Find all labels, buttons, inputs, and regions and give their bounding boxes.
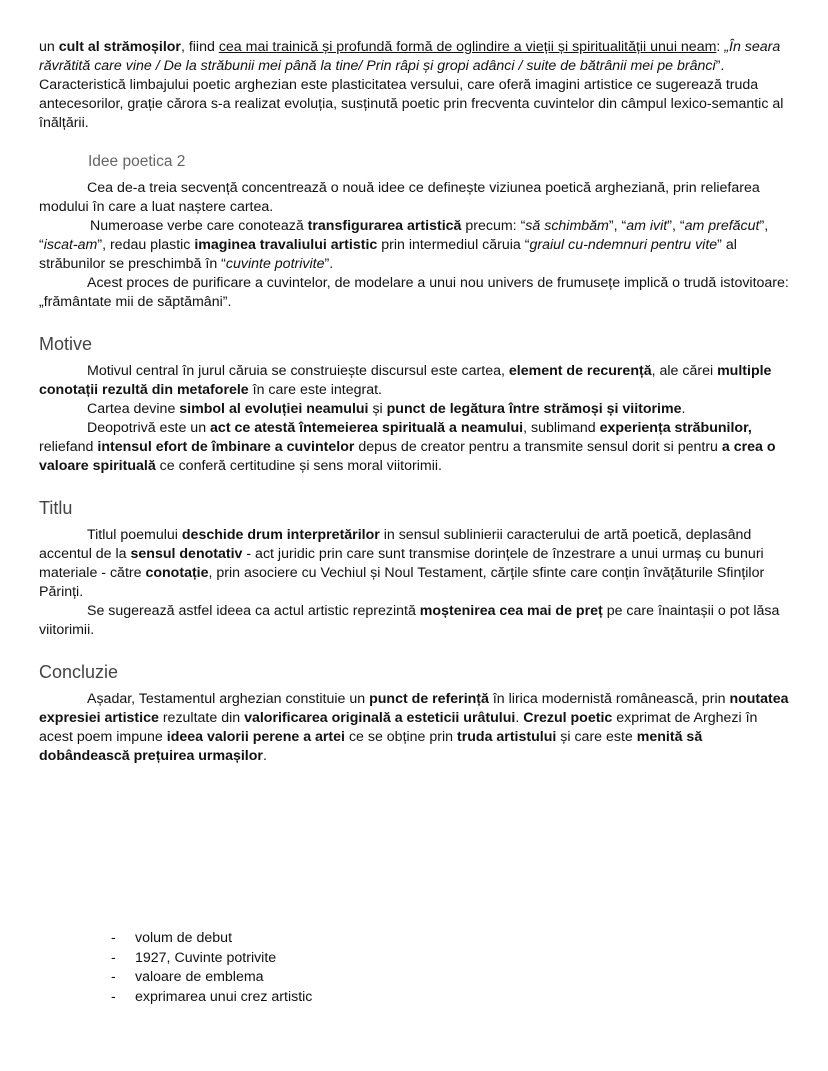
text-run: .: [515, 710, 524, 726]
text-run: în lirica modernistă românească, prin: [488, 691, 730, 707]
list-item-text: volum de debut: [135, 930, 233, 946]
text-run: ”, “: [608, 218, 627, 234]
bold-text: simbol al evoluției neamului: [179, 401, 369, 417]
section-heading: Titlu: [39, 498, 73, 518]
paragraph: [39, 602, 794, 640]
text-run: Cea de-a treia secvență concentrează o nouă idee ce definește viziunea poetică argheziană, prin reliefarea modului în care a luat naștere cartea.: [39, 180, 760, 215]
bold-text: element de recurență: [508, 363, 652, 379]
list-item-text: 1927, Cuvinte potrivite: [135, 949, 277, 966]
list-item: [111, 949, 312, 969]
paragraph: [39, 419, 794, 476]
bullet-dash: -: [111, 930, 116, 946]
text-run: .: [681, 401, 686, 417]
text-run: Așadar, Testamentul arghezian constituie un: [87, 691, 370, 707]
italic-text: am ivit: [626, 218, 668, 234]
text-run: depus de creator pentru a transmite sensul dorit si pentru: [354, 439, 722, 455]
text-run: Titlul poemului: [87, 527, 182, 543]
text-run: și care este: [556, 729, 637, 745]
bold-text: punct de referință: [369, 691, 489, 707]
text-run: ”, “: [39, 218, 769, 253]
text-run: în care este integrat.: [248, 382, 382, 398]
bold-text: a crea o valoare spirituală: [39, 439, 776, 474]
bold-text: deschide drum interpretărilor: [181, 527, 380, 543]
paragraph: [39, 690, 794, 766]
notes-list: [111, 929, 312, 1007]
bullet-dash: -: [111, 949, 116, 966]
subsection-heading: Idee poetica 2: [88, 153, 186, 170]
text-run: rezultate din: [158, 710, 245, 726]
text-run: Deopotrivă este un: [87, 420, 211, 436]
bold-text: intensul efort de îmbinare a cuvintelor: [97, 439, 355, 455]
italic-text: să schimbăm: [525, 218, 609, 234]
list-item: [111, 988, 312, 1008]
underlined-text: cea mai trainică și profundă formă de oglindire a vieții și spiritualității unui neam: [218, 39, 717, 55]
bold-text: imaginea travaliului artistic: [194, 237, 378, 253]
bold-text: noutatea expresiei artistice: [39, 691, 789, 726]
text-run: ce se obține prin: [345, 729, 457, 745]
paragraph: [39, 526, 794, 602]
text-run: Cartea devine: [87, 401, 180, 417]
bold-text: conotație: [145, 565, 209, 581]
bold-text: sensul denotativ: [130, 546, 243, 562]
bold-text: Crezul poetic: [523, 710, 613, 726]
text-run: și: [368, 401, 387, 417]
text-run: , fiind: [180, 39, 219, 55]
list-item-text: exprimarea unui crez artistic: [135, 988, 313, 1005]
italic-text: am prefăcut: [684, 218, 760, 234]
paragraph: [39, 400, 794, 419]
bullet-dash: -: [111, 969, 116, 985]
text-run: ” al străbunilor se preschimbă în “: [39, 237, 737, 272]
paragraph: [39, 38, 794, 133]
bold-text: truda artistului: [457, 729, 557, 745]
bold-text: experiența străbunilor,: [599, 420, 752, 436]
text-run: Numeroase verbe care conotează: [90, 218, 308, 234]
text-run: un: [39, 39, 59, 55]
list-item: [111, 929, 312, 949]
paragraph: [39, 217, 794, 274]
text-run: pe care înaintașii o pot lăsa viitorimii.: [39, 603, 780, 638]
bold-text: act ce atestă întemeierea spirituală a neamului: [210, 420, 524, 436]
text-run: precum: “: [461, 218, 526, 234]
text-run: ”. Caracteristică limbajului poetic arghezian este plasticitatea versului, care oferă imagini artistice ce sugerează truda antecesorilor, grație cărora s-a realizat evoluția, susținută poetic prin frecventa cuvintelor din câmpul lexico-semantic al înălțării.: [39, 58, 784, 131]
section-heading: Concluzie: [39, 662, 119, 682]
bold-text: cult al strămoșilor: [58, 39, 181, 55]
text-run: reliefand: [39, 439, 98, 455]
bold-text: punct de legătura între strămoși și viitorime: [386, 401, 682, 417]
text-run: ce conferă certitudine și sens moral viitorimii.: [155, 458, 442, 474]
bold-text: moștenirea cea mai de preț: [419, 603, 603, 619]
bold-text: transfigurarea artistică: [307, 218, 462, 234]
text-run: :: [716, 39, 725, 55]
text-run: Acest proces de purificare a cuvintelor, de modelare a unui nou univers de frumusețe implică o trudă istovitoare: „frământate mii de săptămâni”.: [39, 275, 789, 310]
bold-text: ideea valorii perene a artei: [166, 729, 345, 745]
text-run: Motivul central în jurul căruia se construiește discursul este cartea,: [87, 363, 509, 379]
text-run: prin intermediul căruia “: [377, 237, 530, 253]
bold-text: menită să dobândească prețuirea urmașilor: [39, 729, 703, 764]
document-body: [39, 38, 794, 766]
text-run: .: [262, 748, 267, 764]
text-run: , prin asociere cu Vechiul și Noul Testament, cărțile sfinte care conțin învățăturile Sfinților Părinți.: [39, 565, 765, 600]
text-run: exprimat de Arghezi în acest poem impune: [39, 710, 758, 745]
text-run: , ale cărei: [651, 363, 718, 379]
text-run: ”.: [324, 256, 334, 272]
paragraph: [39, 179, 794, 217]
list-item-text: valoare de emblema: [135, 969, 264, 985]
text-run: , sublimand: [523, 420, 600, 436]
paragraph: [39, 362, 794, 400]
italic-text: iscat-am: [43, 237, 98, 253]
italic-text: „În seara răvrătită care vine / De la străbunii mei până la tine/ Prin râpi și gropi adânci / suite de bătrânii mei pe brânci: [39, 39, 781, 74]
text-run: in sensul sublinierii caracterului de artă poetică, deplasând accentul de la: [39, 527, 752, 562]
italic-text: cuvinte potrivite: [225, 256, 325, 272]
italic-text: graiul cu-ndemnuri pentru vite: [529, 237, 718, 253]
text-run: ”, “: [667, 218, 685, 234]
text-run: Se sugerează astfel ideea ca actul artistic reprezintă: [87, 603, 420, 619]
text-run: ”, redau plastic: [97, 237, 195, 253]
text-run: - act juridic prin care sunt transmise dorințele de înzestrare a unui urmaș cu bunuri materiale - către: [39, 546, 764, 581]
list-item: [111, 968, 312, 988]
bold-text: multiple conotații rezultă din metaforele: [39, 363, 772, 398]
paragraph: [39, 274, 794, 312]
section-heading: Motive: [39, 334, 93, 354]
bullet-dash: -: [111, 988, 116, 1005]
bold-text: valorificarea originală a esteticii urâtului: [244, 710, 516, 726]
